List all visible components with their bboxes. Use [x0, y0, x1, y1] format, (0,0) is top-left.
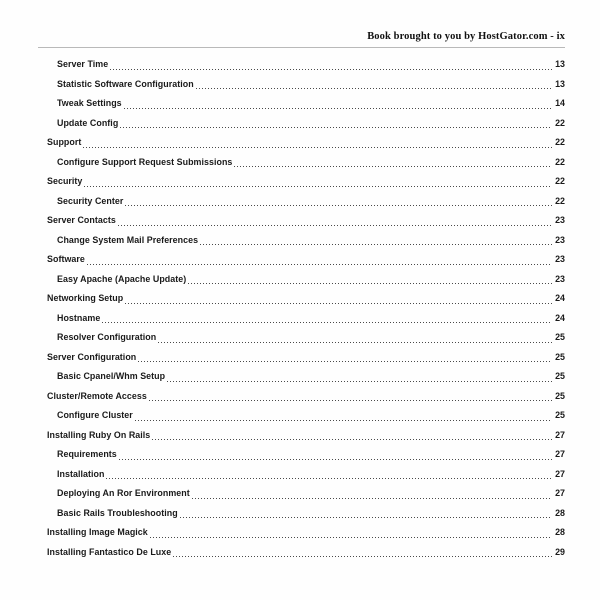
toc-entry[interactable]	[38, 387, 565, 407]
toc-entry-page-number: 23	[555, 234, 565, 245]
toc-dot-leader	[188, 270, 552, 290]
toc-entry-page-number: 27	[555, 488, 565, 498]
toc-entry[interactable]	[38, 250, 565, 270]
toc-entry-title: Support	[47, 137, 82, 147]
toc-entry-page-number: 25	[555, 410, 565, 420]
toc-dot-leader	[149, 387, 552, 407]
toc-entry-page-number: 28	[555, 507, 565, 518]
toc-entry[interactable]	[38, 114, 565, 134]
toc-dot-leader	[152, 426, 552, 446]
toc-dot-leader	[118, 211, 552, 231]
toc-dot-leader	[135, 406, 552, 426]
toc-dot-leader	[119, 445, 552, 465]
toc-entry-page-number: 28	[555, 527, 565, 537]
toc-entry[interactable]	[38, 465, 565, 485]
toc-dot-leader	[192, 484, 552, 504]
toc-entry-title: Basic Cpanel/Whm Setup	[57, 371, 166, 381]
toc-entry-title: Server Configuration	[47, 351, 137, 362]
toc-entry-title: Networking Setup	[47, 293, 124, 303]
toc-entry-page-number: 23	[555, 254, 565, 264]
toc-dot-leader	[83, 133, 552, 153]
toc-dot-leader	[124, 94, 552, 114]
toc-dot-leader	[120, 114, 552, 134]
toc-entry-page-number: 27	[555, 429, 565, 440]
toc-entry[interactable]	[38, 133, 565, 153]
toc-entry-page-number: 22	[555, 137, 565, 147]
toc-dot-leader	[87, 250, 552, 270]
toc-entry-page-number: 13	[555, 59, 565, 69]
toc-entry[interactable]	[38, 55, 565, 75]
toc-entry[interactable]	[38, 94, 565, 114]
toc-dot-leader	[150, 523, 552, 543]
toc-dot-leader	[196, 75, 552, 95]
toc-entry-page-number: 23	[555, 273, 565, 284]
toc-entry-page-number: 25	[555, 351, 565, 362]
toc-entry[interactable]	[38, 153, 565, 173]
toc-entry-page-number: 24	[555, 293, 565, 303]
toc-entry[interactable]	[38, 211, 565, 231]
toc-entry-title: Requirements	[57, 449, 117, 459]
toc-dot-leader	[125, 192, 552, 212]
toc-entry-title: Configure Cluster	[57, 410, 133, 420]
toc-entry-page-number: 25	[555, 390, 565, 401]
toc-entry[interactable]	[38, 543, 565, 563]
toc-entry-title: Installation	[57, 468, 105, 479]
toc-dot-leader	[106, 465, 552, 485]
toc-entry[interactable]	[38, 328, 565, 348]
toc-entry-title: Easy Apache (Apache Update)	[57, 273, 187, 284]
toc-entry[interactable]	[38, 270, 565, 290]
page-header	[0, 0, 600, 48]
toc-entry[interactable]	[38, 484, 565, 504]
toc-entry-title: Installing Image Magick	[47, 527, 148, 537]
toc-entry[interactable]	[38, 231, 565, 251]
toc-entry-page-number: 25	[555, 371, 565, 381]
toc-entry-title: Deploying An Ror Environment	[57, 488, 190, 498]
table-of-contents	[38, 55, 565, 562]
toc-entry[interactable]	[38, 367, 565, 387]
toc-entry-title: Change System Mail Preferences	[57, 234, 199, 245]
toc-entry-page-number: 22	[555, 176, 565, 186]
toc-entry[interactable]	[38, 504, 565, 524]
toc-dot-leader	[84, 172, 552, 192]
toc-entry-title: Software	[47, 254, 85, 264]
toc-entry-title: Tweak Settings	[57, 98, 122, 108]
toc-entry[interactable]	[38, 192, 565, 212]
toc-dot-leader	[158, 328, 552, 348]
toc-entry[interactable]	[38, 172, 565, 192]
toc-dot-leader	[110, 55, 552, 75]
toc-entry-title: Security	[47, 176, 83, 186]
toc-entry-page-number: 22	[555, 156, 565, 167]
toc-entry-title: Basic Rails Troubleshooting	[57, 507, 178, 518]
toc-dot-leader	[125, 289, 552, 309]
toc-dot-leader	[234, 153, 552, 173]
toc-entry-title: Server Time	[57, 59, 109, 69]
toc-entry-title: Installing Ruby On Rails	[47, 429, 151, 440]
toc-entry[interactable]	[38, 348, 565, 368]
toc-entry-page-number: 23	[555, 215, 565, 225]
toc-entry-title: Server Contacts	[47, 215, 116, 225]
toc-dot-leader	[167, 367, 552, 387]
toc-dot-leader	[173, 543, 552, 563]
toc-entry-title: Statistic Software Configuration	[57, 78, 194, 89]
toc-dot-leader	[138, 348, 552, 368]
toc-entry-page-number: 22	[555, 117, 565, 128]
toc-entry-title: Installing Fantastico De Luxe	[47, 546, 172, 557]
toc-entry-title: Resolver Configuration	[57, 332, 157, 342]
running-header-title: Book brought to you by HostGator.com - ix	[367, 31, 565, 42]
toc-entry[interactable]	[38, 426, 565, 446]
toc-entry[interactable]	[38, 406, 565, 426]
toc-entry-title: Security Center	[57, 195, 124, 206]
toc-entry[interactable]	[38, 75, 565, 95]
toc-entry[interactable]	[38, 523, 565, 543]
toc-entry-title: Cluster/Remote Access	[47, 390, 147, 401]
toc-entry-title: Hostname	[57, 312, 101, 323]
toc-entry[interactable]	[38, 309, 565, 329]
toc-entry-page-number: 29	[555, 546, 565, 557]
toc-dot-leader	[200, 231, 552, 251]
toc-entry-page-number: 13	[555, 78, 565, 89]
toc-entry-title: Update Config	[57, 117, 119, 128]
toc-entry[interactable]	[38, 289, 565, 309]
toc-entry-page-number: 25	[555, 332, 565, 342]
toc-entry-page-number: 14	[555, 98, 565, 108]
toc-entry-page-number: 27	[555, 468, 565, 479]
toc-entry-page-number: 24	[555, 312, 565, 323]
toc-entry[interactable]	[38, 445, 565, 465]
toc-entry-title: Configure Support Request Submissions	[57, 156, 233, 167]
toc-dot-leader	[180, 504, 552, 524]
toc-entry-page-number: 27	[555, 449, 565, 459]
toc-entry-page-number: 22	[555, 195, 565, 206]
header-divider-rule	[38, 47, 565, 48]
toc-dot-leader	[102, 309, 552, 329]
